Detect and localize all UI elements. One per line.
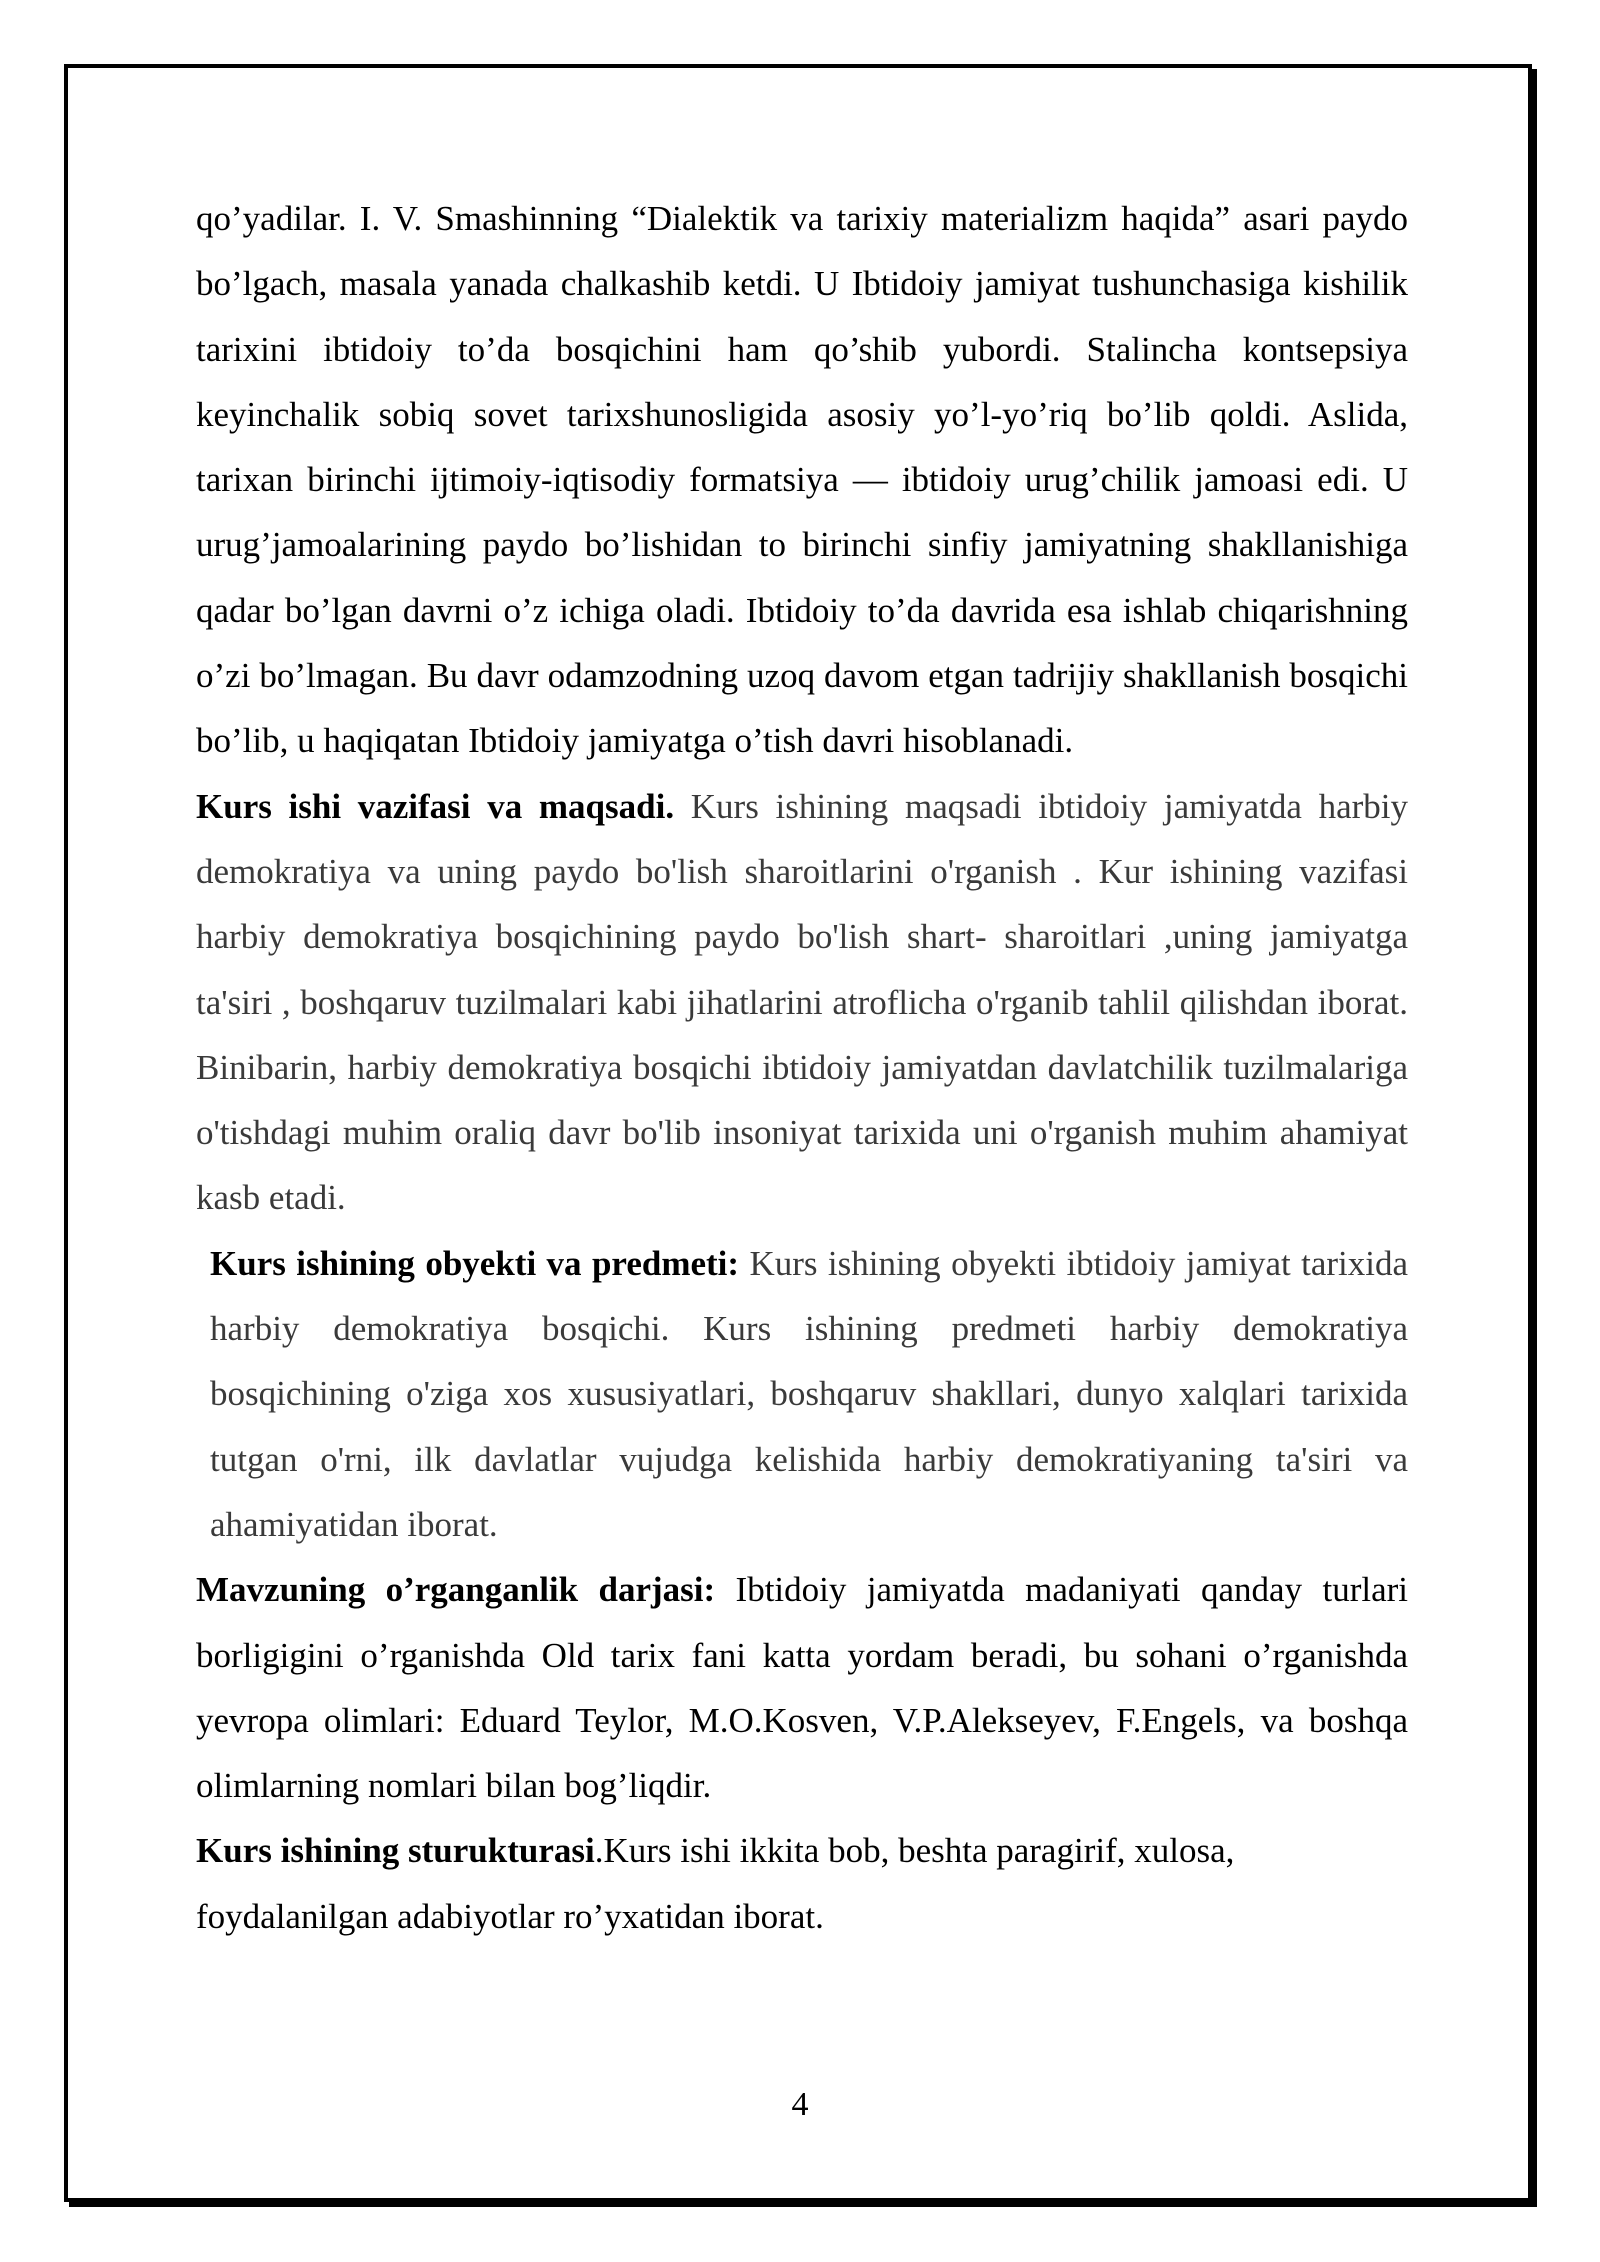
section-study-paragraph bbox=[196, 1557, 1408, 1818]
intro-paragraph: qo’yadilar. I. V. Smashinning “Dialektik va tarixiy materializm haqida” asari paydo bo’lgach, masala yanada chalkashib ketdi. U Ibtidoiy jamiyat tushunchasiga kishilik tarixini ibtidoiy to’da bosqichini ham qo’shib yubordi. Stalincha kontsepsiya keyinchalik sobiq sovet tarixshunosligida asosiy yo’l-yo’riq bo’lib qoldi. Aslida, tarixan birinchi ijtimoiy-iqtisodiy formatsiya — ibtidoiy urug’chilik jamoasi edi. U urug’jamoalarining paydo bo’lishidan to birinchi sinfiy jamiyatning shakllanishiga qadar bo’lgan davrni o’z ichiga oladi. Ibtidoiy to’da davrida esa ishlab chiqarishning o’zi bo’lmagan. Bu davr odamzodning uzoq davom etgan tadrijiy shakllanish bosqichi bo’lib, u haqiqatan Ibtidoiy jamiyatga o’tish davri hisoblanadi. bbox=[196, 199, 1408, 761]
section-structure-heading: Kurs ishining sturukturasi bbox=[196, 1831, 595, 1871]
section-study-body: Ibtidoiy jamiyatda madaniyati qanday turlari borligigini o’rganishda Old tarix fani katta yordam beradi, bu sohani o’rganishda yevropa olimlari: Eduard Teylor, M.O.Kosven, V.P.Alekseyev, F.Engels, va boshqa olimlarning nomlari bilan bog’liqdir. bbox=[196, 1570, 1408, 1806]
section-goal-heading: Kurs ishi vazifasi va maqsadi. bbox=[196, 786, 675, 826]
section-study-heading: Mavzuning o’rganganlik darjasi: bbox=[196, 1570, 716, 1610]
section-structure-paragraph bbox=[196, 1818, 1408, 1949]
section-object-paragraph bbox=[196, 1231, 1408, 1557]
page-number: 4 bbox=[791, 2086, 809, 2123]
section-structure-body: .Kurs ishi ikkita bob, beshta paragirif, xulosa, foydalanilgan adabiyotlar ro’yxatidan iborat. bbox=[196, 1831, 1235, 1936]
document-body bbox=[196, 186, 1408, 1949]
section-object-heading: Kurs ishining obyekti va predmeti: bbox=[210, 1243, 740, 1283]
section-goal-body: Kurs ishining maqsadi ibtidoiy jamiyatda harbiy demokratiya va uning paydo bo'lish sharoitlarini o'rganish . Kur ishining vazifasi harbiy demokratiya bosqichining paydo bo'lish shart- sharoitlari ,uning jamiyatga ta'siri , boshqaruv tuzilmalari kabi jihatlarini atroflicha o'rganib tahlil qilishdan iborat. Binibarin, harbiy demokratiya bosqichi ibtidoiy jamiyatdan davlatchilik tuzilmalariga o'tishdagi muhim oraliq davr bo'lib insoniyat tarixida uni o'rganish muhim ahamiyat kasb etadi. bbox=[196, 786, 1408, 1218]
section-goal-paragraph bbox=[196, 774, 1408, 1231]
section-object-body: Kurs ishining obyekti ibtidoiy jamiyat tarixida harbiy demokratiya bosqichi. Kurs ishining predmeti harbiy demokratiya bosqichining o'ziga xos xususiyatlari, boshqaruv shakllari, dunyo xalqlari tarixida tutgan o'rni, ilk davlatlar vujudga kelishida harbiy demokratiyaning ta'siri va ahamiyatidan iborat. bbox=[210, 1243, 1408, 1544]
